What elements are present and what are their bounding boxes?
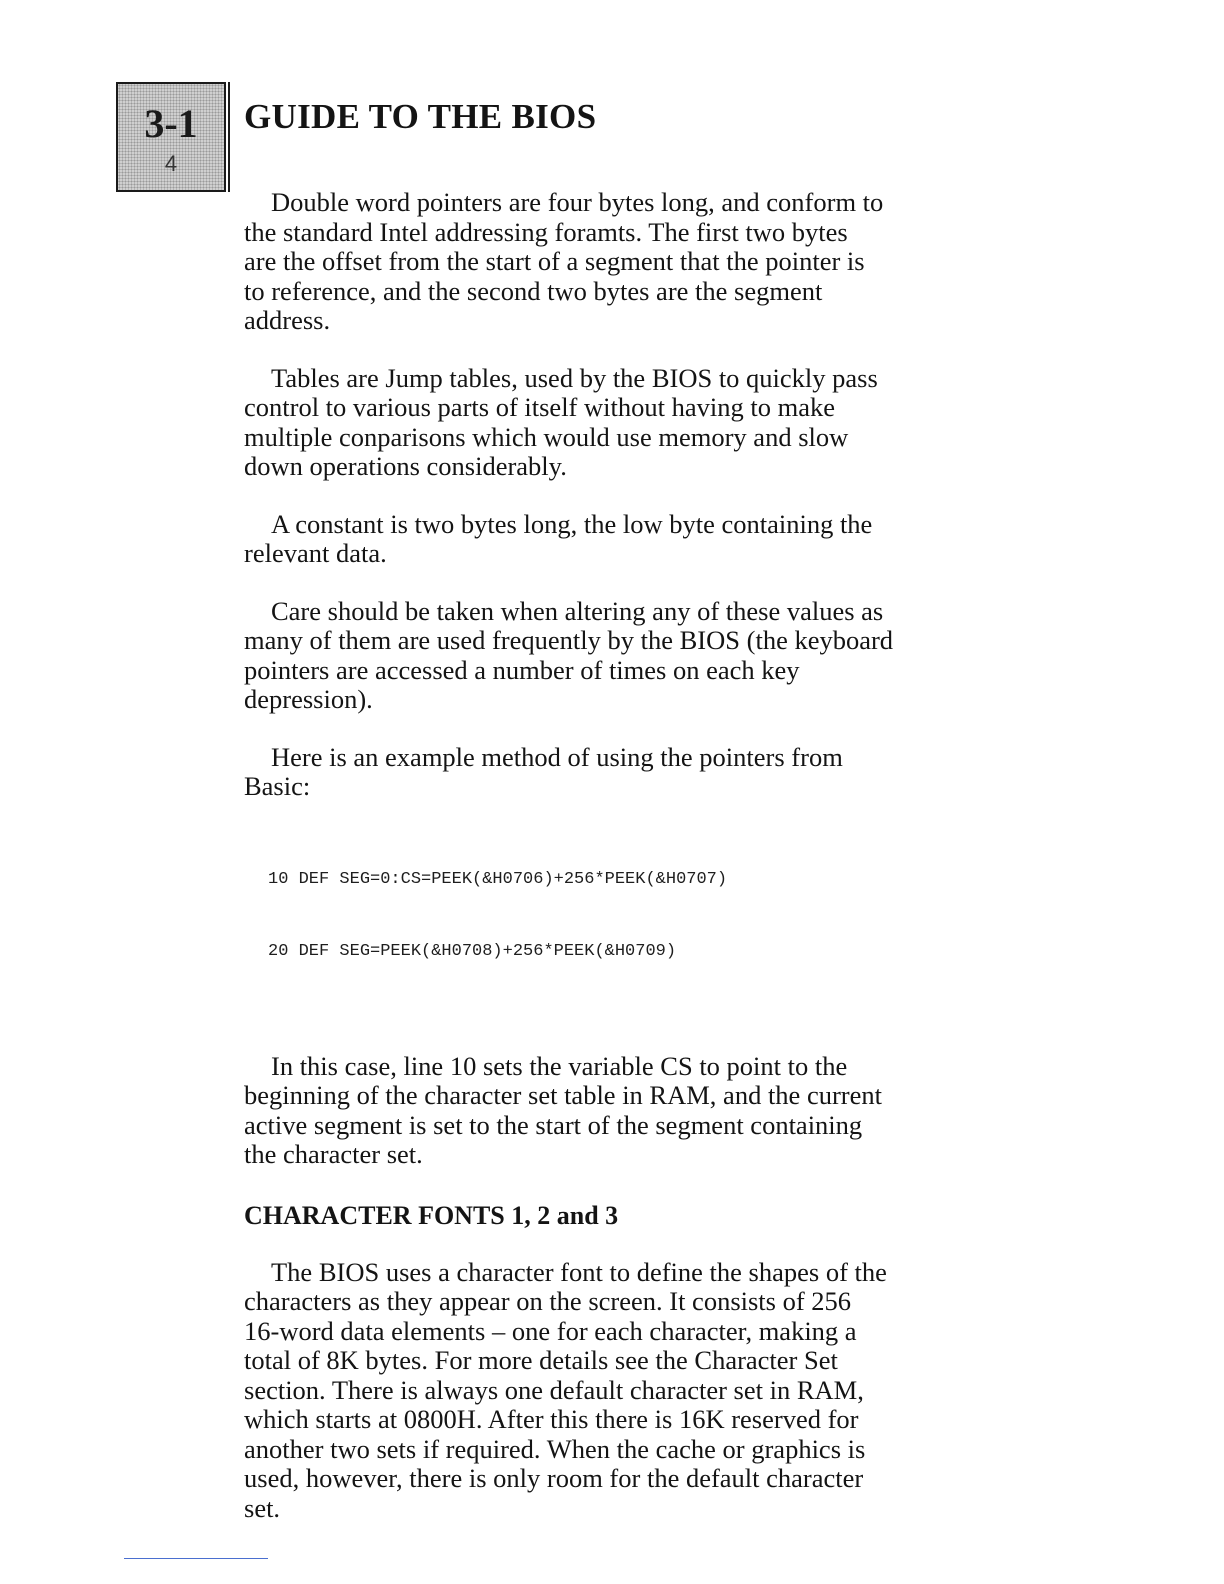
paragraph-example-intro: Here is an example method of using the pointers from Basic: xyxy=(244,741,843,801)
section-heading-character-fonts: CHARACTER FONTS 1, 2 and 3 xyxy=(244,1200,619,1230)
page-title: GUIDE TO THE BIOS xyxy=(244,97,597,136)
paragraph-explanation: In this case, line 10 sets the variable CS to point to the beginning of the character set table in RAM, and the current active segment is set to the start of the segment containing the character set. xyxy=(244,1050,882,1169)
paragraph-jump-tables: Tables are Jump tables, used by the BIOS to quickly pass control to various parts of itself without having to make multiple conparisons which would use memory and slow down operations considerably. xyxy=(244,362,878,481)
paragraph-constant: A constant is two bytes long, the low byte containing the relevant data. xyxy=(244,508,873,568)
paragraph-double-word-pointers: Double word pointers are four bytes long, and conform to the standard Intel addressing foramts. The first two bytes are the offset from the start of a segment that the pointer is to reference, and the second two bytes are the segment address. xyxy=(244,187,884,335)
paragraph-care: Care should be taken when altering any of these values as many of them are used frequently by the BIOS (the keyboard pointers are accessed a number of times on each key depression). xyxy=(244,595,894,714)
code-line: 20 DEF SEG=PEEK(&H0708)+256*PEEK(&H0709) xyxy=(268,941,677,961)
footer-rule xyxy=(124,1558,268,1559)
section-tab xyxy=(116,82,226,192)
page-number: 4 xyxy=(164,151,178,176)
page-body xyxy=(244,188,1004,1551)
code-line: 10 DEF SEG=0:CS=PEEK(&H0706)+256*PEEK(&H0707) xyxy=(268,869,728,889)
section-number: 3-1 xyxy=(144,101,198,146)
basic-code-listing xyxy=(268,820,1004,1012)
header-divider xyxy=(228,82,230,192)
paragraph-character-fonts: The BIOS uses a character font to define the shapes of the characters as they appear on the screen. It consists of 256 16-word data elements – one for each character, making a total of 8K bytes. For more details see the Character Set section. There is always one default character set in RAM, which starts at 0800H. After this there is 16K reserved for another two sets if required. When the cache or graphics is used, however, there is only room for the default character set. xyxy=(244,1256,887,1523)
